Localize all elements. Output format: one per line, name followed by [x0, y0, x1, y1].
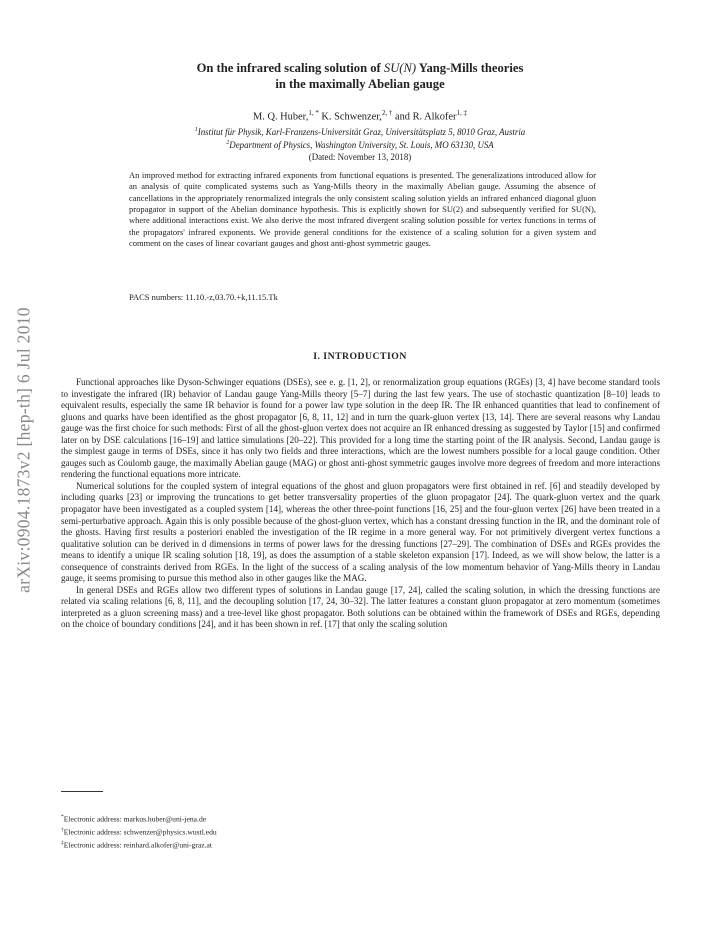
author-list [90, 107, 630, 123]
title-line-1 [90, 60, 630, 76]
title-text: Yang-Mills theories [416, 61, 524, 75]
affiliation-line [90, 125, 630, 138]
author-name: and R. Alkofer [392, 111, 457, 123]
title-text: On the infrared scaling solution of [196, 61, 384, 75]
paper-title [90, 60, 630, 92]
footnotes [61, 812, 217, 851]
footnote-text: Electronic address: schwenzer@physics.wustl.edu [63, 827, 217, 837]
affiliation-text: Department of Physics, Washington University, St. Louis, MO 63130, USA [229, 140, 494, 151]
introduction-body [61, 377, 660, 631]
paragraph: In general DSEs and RGEs allow two different types of solutions in Landau gauge [17, 24], called the scaling solution, in which the dressing functions are related via scaling relations [6, 8, 11], and the decoupling solution [17, 24, 30–32]. The latter features a constant gluon propagator at zero momentum (sometimes interpreted as a gluon screening mass) and a tree-level like ghost propagator. Both solutions can be obtained within the framework of DSEs and RGEs, depending on the choice of boundary conditions [24], and it has been shown in ref. [17] that only the scaling solution [61, 584, 660, 630]
date-line: (Dated: November 13, 2018) [308, 151, 412, 162]
footnote-mark: † [61, 827, 64, 834]
affiliation-text: Institut für Physik, Karl-Franzens-Universität Graz, Universitätsplatz 5, 8010 Graz, Austria [197, 126, 526, 137]
footnote [61, 825, 217, 838]
affiliation-mark: 2 [226, 140, 230, 147]
footnote-text: Electronic address: reinhard.alkofer@uni-graz.at [63, 840, 213, 850]
arxiv-identifier-margin [4, 270, 44, 630]
footnote-mark: * [61, 814, 64, 820]
paragraph: Numerical solutions for the coupled system of integral equations of the ghost and gluon propagators were first obtained in ref. [6] and steadily developed by including quarks [23] or improving the truncations to get better transversality properties of the gluon propagator [24]. The quark-gluon vertex and the quark propagator have been investigated as a coupled system [14], whereas the other three-point functions [16, 25] and the four-gluon vertex [26] have been treated in a semi-perturbative approach. Again this is only possible because of the ghost-gluon vertex, which has a constant dressing function in the IR, and the dominant role of the ghosts. Having first results a posteriori enabled the investigation of the IR regime in a more general way. For not primitively divergent vertex functions a qualitative solution can be derived in d dimensions in terms of power laws for the dressing functions [27–29]. The combination of DSEs and RGEs provides the means to identify a unique IR scaling solution [18, 19], as does the assumption of a stable skeleton expansion [17]. Indeed, as we will show below, the latter is a consequence of constraints derived from RGEs. In the light of the success of a scaling analysis of the low momentum behavior of Yang-Mills theory in Landau gauge, it seems promising to pursue this method also in other gauges like the MAG. [61, 480, 660, 584]
author-marks: 2, † [381, 109, 393, 117]
author-marks: 1, * [308, 109, 319, 117]
arxiv-identifier: arXiv:0904.1873v2 [hep-th] 6 Jul 2010 [13, 307, 34, 593]
author-name: M. Q. Huber, [253, 111, 309, 123]
affiliations [90, 125, 630, 163]
affiliation-mark: 1 [194, 127, 198, 133]
footnote [61, 812, 217, 825]
footnote-mark: ‡ [61, 840, 64, 847]
title-line-2: in the maximally Abelian gauge [275, 77, 445, 91]
footnote-divider [61, 791, 103, 792]
pacs-numbers: PACS numbers: 11.10.-z,03.70.+k,11.15.Tk [129, 292, 278, 302]
author-name: K. Schwenzer, [318, 111, 382, 123]
section-heading-introduction: I. INTRODUCTION [313, 351, 407, 362]
title-math: SU(N) [383, 61, 417, 75]
footnote-text: Electronic address: markus.huber@uni-jena.de [63, 814, 207, 824]
abstract: An improved method for extracting infrared exponents from functional equations is presented. The generalizations introduced allow for an analysis of quite complicated systems such as Yang-Mills theory in the maximally Abelian gauge. Assuming the absence of cancellations in the appropriately renormalized integrals the only consistent scaling solution yields an infrared enhanced diagonal gluon propagator in support of the Abelian dominance hypothesis. This is explicitly shown for SU(2) and subsequently verified for SU(N), where additional interactions exist. We also derive the most infrared divergent scaling solution possible for vertex functions in terms of the propagators' infrared exponents. We provide general conditions for the existence of a scaling solution for a given system and comment on the cases of linear covariant gauges and ghost anti-ghost symmetric gauges. [129, 170, 596, 249]
affiliation-line [90, 138, 630, 151]
footnote [61, 838, 217, 851]
author-marks: 1, ‡ [456, 109, 467, 117]
paragraph: Functional approaches like Dyson-Schwinger equations (DSEs), see e. g. [1, 2], or renormalization group equations (RGEs) [3, 4] have become standard tools to investigate the infrared (IR) behavior of Landau gauge Yang-Mills theory [5–7] during the last few years. The use of stochastic quantization [8–10] leads to equivalent results, especially the same IR behavior is found for a power law type solution in the deep IR. The IR enhanced quantities that lead to confinement of gluons and quarks have been identified as the ghost propagator [6, 8, 11, 12] and in turn the quark-gluon vertex [13, 14]. There are several reasons why Landau gauge was the first choice for such methods: First of all the ghost-gluon vertex does not acquire an IR enhanced dressing as suggested by Taylor [15] and confirmed later on by DSE calculations [16–19] and lattice simulations [20–22]. This provided for a long time the starting point of the IR analysis. Second, Landau gauge is the simplest gauge in terms of DSEs, since it has only two fields and three interactions, which are the lowest numbers possible for a local gauge condition. Other gauges such as Coulomb gauge, the maximally Abelian gauge (MAG) or ghost anti-ghost symmetric gauges involve more degrees of freedom and more interactions rendering the functional equations more intricate. [61, 377, 660, 480]
